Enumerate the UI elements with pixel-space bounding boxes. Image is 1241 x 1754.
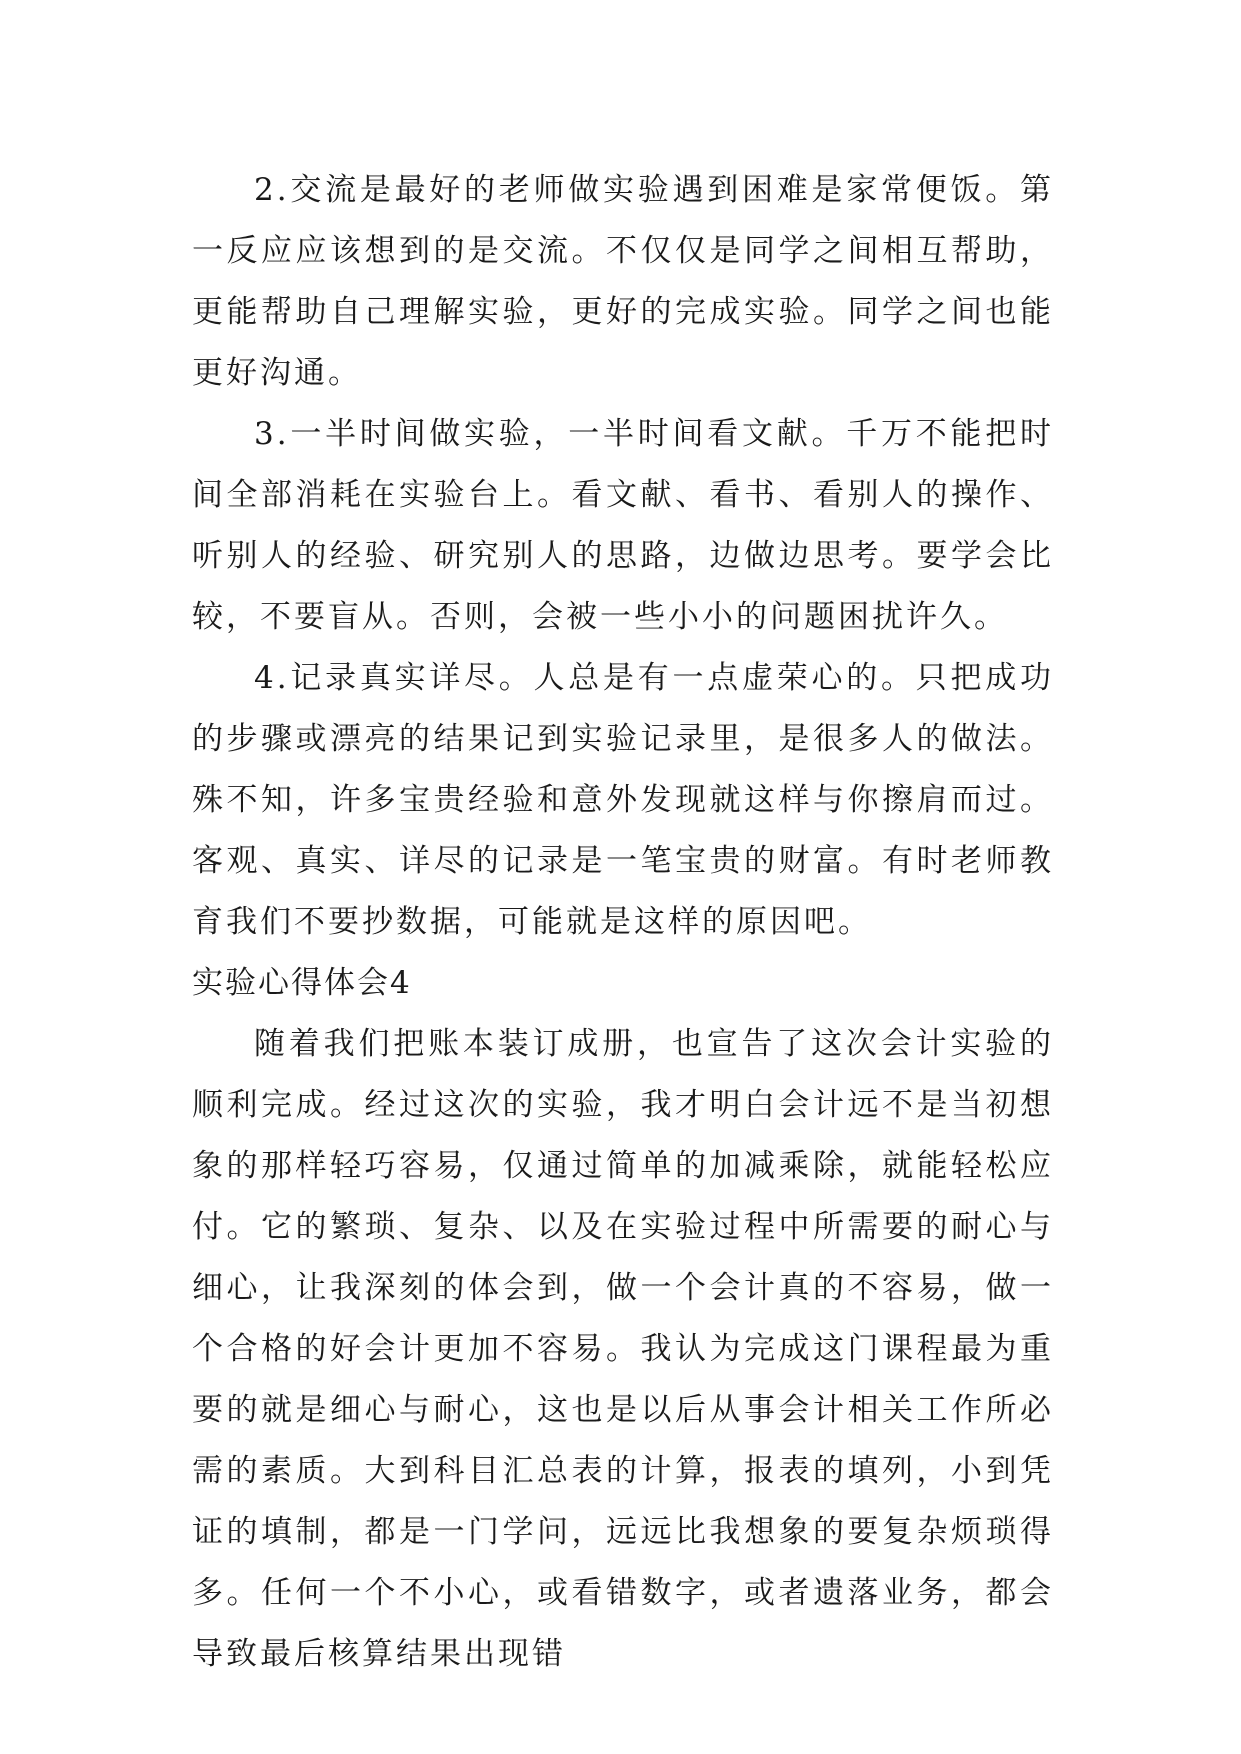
paragraph-communication: 2.交流是最好的老师做实验遇到困难是家常便饭。第一反应应该想到的是交流。不仅仅是同学之间相互帮助，更能帮助自己理解实验，更好的完成实验。同学之间也能更好沟通。 (192, 172, 1054, 391)
paragraph-accounting-experiment: 随着我们把账本装订成册，也宣告了这次会计实验的顺利完成。经过这次的实验，我才明白会计远不是当初想象的那样轻巧容易，仅通过简单的加减乘除，就能轻松应付。它的繁琐、复杂、以及在实验过程中所需要的耐心与细心，让我深刻的体会到，做一个会计真的不容易，做一个合格的好会计更加不容易。我认为完成这门课程最为重要的就是细心与耐心，这也是以后从事会计相关工作所必需的素质。大到科目汇总表的计算，报表的填列，小到凭证的填制，都是一门学问，远远比我想象的要复杂烦琐得多。任何一个不小心，或看错数字，或者遗落业务，都会导致最后核算结果出现错 (192, 1026, 1054, 1672)
paragraph-literature: 3.一半时间做实验，一半时间看文献。千万不能把时间全部消耗在实验台上。看文献、看书、看别人的操作、听别人的经验、研究别人的思路，边做边思考。要学会比较，不要盲从。否则，会被一些小小的问题困扰许久。 (192, 416, 1054, 635)
document-body (192, 160, 1054, 1685)
paragraph-records: 4.记录真实详尽。人总是有一点虚荣心的。只把成功的步骤或漂亮的结果记到实验记录里，是很多人的做法。殊不知，许多宝贵经验和意外发现就这样与你擦肩而过。客观、真实、详尽的记录是一笔宝贵的财富。有时老师教育我们不要抄数据，可能就是这样的原因吧。 (192, 660, 1054, 940)
section-heading: 实验心得体会4 (192, 965, 412, 1001)
